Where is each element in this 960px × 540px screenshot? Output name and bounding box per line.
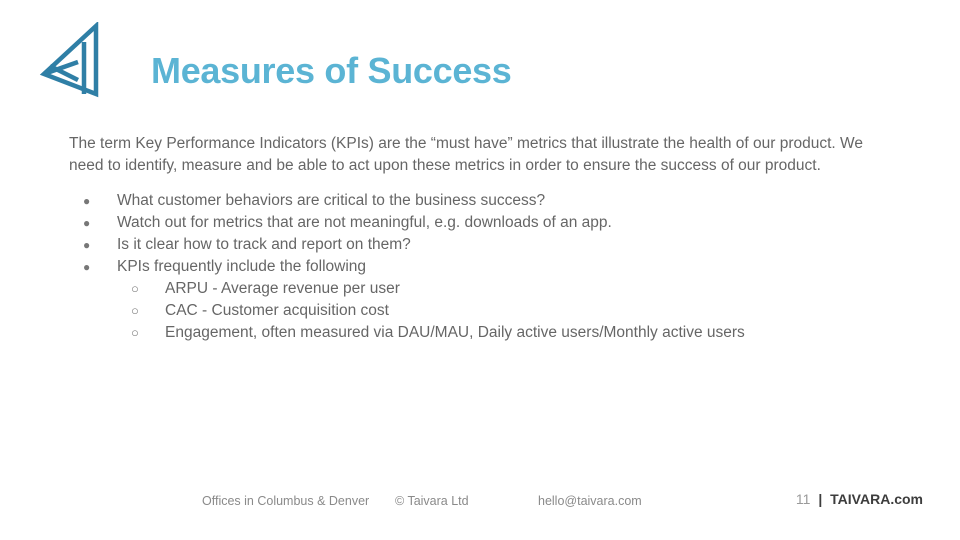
list-item: ● Watch out for metrics that are not meaningful, e.g. downloads of an app. (69, 212, 899, 234)
list-item: ● Is it clear how to track and report on them? (69, 234, 899, 256)
page-footer-brand (796, 491, 923, 507)
sub-list-item: ○ ARPU - Average revenue per user (69, 278, 899, 300)
sub-list-item: ○ CAC - Customer acquisition cost (69, 300, 899, 322)
sub-bullet-icon: ○ (131, 325, 139, 340)
bullet-icon: ● (83, 260, 91, 274)
brand-link[interactable]: TAIVARA.com (830, 491, 923, 507)
kpi-bullet-list (69, 190, 899, 344)
footer-copyright: © Taivara Ltd (395, 494, 469, 508)
footer-email-link[interactable]: hello@taivara.com (538, 494, 642, 508)
sub-bullet-icon: ○ (131, 303, 139, 318)
intro-paragraph: The term Key Performance Indicators (KPIs) are the “must have” metrics that illustrate the health of our product. We need to identify, measure and be able to act upon these metrics in order to ensure the success of our product. (69, 135, 863, 174)
page-title: Measures of Success (151, 50, 512, 91)
taivara-logo-icon (38, 22, 102, 100)
bullet-icon: ● (83, 216, 91, 230)
sub-list-item: ○ Engagement, often measured via DAU/MAU, Daily active users/Monthly active users (69, 322, 899, 344)
list-item: ● KPIs frequently include the following (69, 256, 899, 278)
footer-offices: Offices in Columbus & Denver (202, 494, 370, 508)
bullet-icon: ● (83, 238, 91, 252)
page-number: 11 (795, 491, 811, 507)
bullet-icon: ● (83, 194, 91, 208)
list-item: ● What customer behaviors are critical to the business success? (69, 190, 899, 212)
separator: | (818, 491, 823, 507)
sub-bullet-icon: ○ (131, 281, 139, 296)
